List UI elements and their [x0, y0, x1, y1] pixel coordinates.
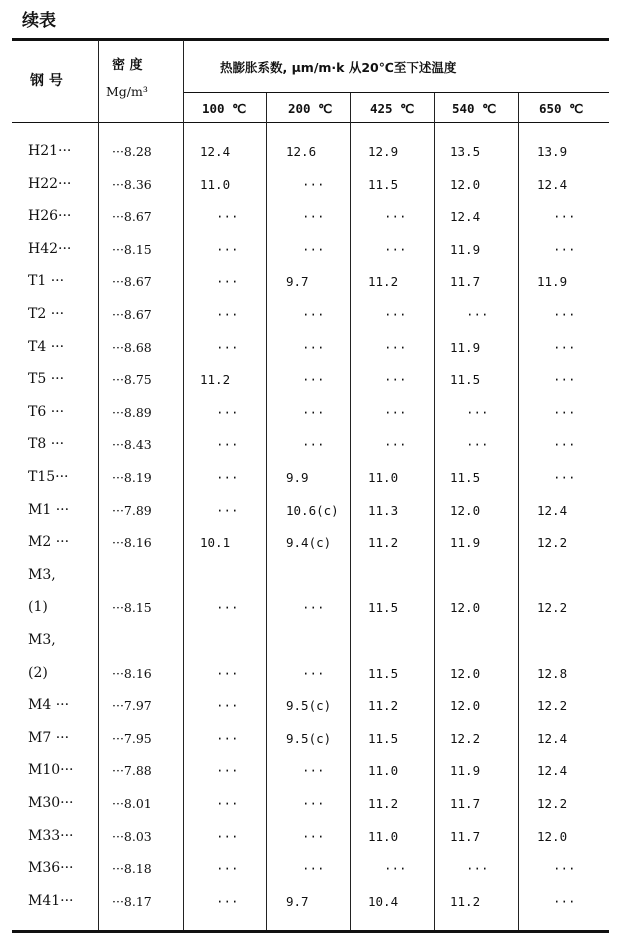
density-value: ···8.28 [112, 144, 152, 159]
temp-header: 100 ℃ [202, 101, 247, 116]
expansion-value: ··· [216, 665, 239, 681]
expansion-value: ··· [302, 307, 325, 322]
steel-grade: M4 ··· [28, 697, 70, 714]
grade-header: 钢 号 [30, 73, 63, 89]
expansion-value: 11.9 [450, 339, 481, 355]
expansion-value: 12.0 [450, 698, 481, 714]
density-value: ···7.97 [112, 698, 152, 714]
expansion-value: 12.8 [537, 665, 568, 681]
expansion-value: ··· [302, 763, 325, 779]
temp-header: 650 ℃ [539, 101, 584, 116]
expansion-value: 11.2 [200, 372, 231, 388]
expansion-value: ··· [216, 241, 239, 257]
density-unit: Mg/m³ [106, 84, 148, 99]
density-value: ···8.67 [112, 209, 152, 225]
expansion-value: 11.2 [368, 698, 399, 714]
expansion-value: ··· [384, 372, 407, 388]
expansion-value: ··· [302, 437, 325, 453]
steel-grade: M36··· [28, 860, 74, 877]
expansion-value: ··· [466, 404, 489, 420]
expansion-value: ··· [216, 796, 239, 811]
expansion-value: 12.4 [537, 502, 568, 518]
expansion-value: 12.4 [537, 763, 568, 779]
expansion-value: 12.0 [450, 665, 481, 681]
steel-grade: T2 ··· [28, 306, 65, 322]
page-title: 续表 [22, 11, 56, 31]
expansion-value: 12.9 [368, 144, 399, 159]
expansion-value: 11.2 [368, 535, 399, 551]
expansion-value: ··· [466, 437, 489, 453]
steel-grade: M33··· [28, 827, 74, 844]
steel-grade: H26··· [28, 208, 72, 225]
expansion-value: 9.4(c) [286, 535, 332, 551]
steel-grade: M7 ··· [28, 729, 70, 746]
expansion-value: 9.5(c) [286, 730, 332, 746]
expansion-value: 11.3 [368, 502, 399, 518]
density-value: ···7.88 [112, 763, 152, 779]
expansion-value: 13.9 [537, 144, 568, 159]
expansion-value: ··· [216, 502, 239, 518]
steel-grade: H22··· [28, 175, 72, 192]
expansion-value: ··· [302, 241, 325, 257]
density-value: ···8.67 [112, 307, 152, 322]
expansion-value: ··· [553, 470, 576, 485]
expansion-value: 11.5 [368, 730, 399, 746]
density-value: ···8.15 [112, 241, 152, 257]
expansion-value: ··· [384, 209, 407, 225]
expansion-value: 11.7 [450, 828, 481, 844]
bottom-rule [12, 930, 609, 933]
expansion-value: ··· [216, 828, 239, 844]
expansion-value: ··· [302, 404, 325, 420]
density-value: ···7.89 [112, 502, 152, 518]
expansion-value: 10.4 [368, 893, 399, 909]
column-divider [518, 93, 519, 930]
header-rule [12, 122, 609, 123]
expansion-value: 12.0 [537, 828, 568, 844]
expansion-value: ··· [384, 404, 407, 420]
expansion-value: 9.7 [286, 893, 309, 909]
expansion-value: 11.9 [450, 535, 481, 551]
expansion-value: 11.9 [537, 274, 568, 290]
density-value: ···8.15 [112, 600, 152, 616]
expansion-value: ··· [216, 404, 239, 420]
expansion-value: ··· [384, 437, 407, 453]
steel-grade: H42··· [28, 240, 72, 257]
expansion-value: 11.5 [368, 665, 399, 681]
expansion-value: ··· [216, 307, 239, 322]
expansion-value: 12.0 [450, 600, 481, 616]
expansion-value: 10.6(c) [286, 502, 339, 518]
density-value: ···8.68 [112, 339, 152, 355]
steel-grade: T4 ··· [28, 338, 65, 355]
thermal-expansion-header: 热膨胀系数, μm/m·k 从20℃至下述温度 [220, 60, 457, 75]
expansion-value: ··· [216, 437, 239, 453]
expansion-value: ··· [216, 470, 239, 485]
steel-grade: T6 ··· [28, 403, 65, 420]
expansion-value: ··· [553, 893, 576, 909]
expansion-value: ··· [384, 307, 407, 322]
density-value: ···7.95 [112, 730, 152, 746]
expansion-value: ··· [553, 241, 576, 257]
density-value: ···8.43 [112, 437, 152, 453]
density-value: ···8.01 [112, 796, 152, 811]
expansion-value: ··· [216, 861, 239, 877]
expansion-value: ··· [553, 307, 576, 322]
temp-header: 200 ℃ [288, 101, 333, 116]
temp-header: 540 ℃ [452, 101, 497, 116]
expansion-value: 12.4 [450, 209, 481, 225]
column-divider [266, 93, 267, 930]
expansion-value: ··· [553, 437, 576, 453]
expansion-value: 11.7 [450, 274, 481, 290]
expansion-value: ··· [466, 861, 489, 877]
expansion-value: ··· [302, 209, 325, 225]
expansion-value: 11.0 [368, 828, 399, 844]
expansion-value: 12.2 [537, 698, 568, 714]
expansion-value: 12.4 [537, 176, 568, 192]
subheader-rule [183, 92, 609, 93]
expansion-value: 9.9 [286, 470, 309, 485]
expansion-value: 12.4 [537, 730, 568, 746]
expansion-value: ··· [302, 796, 325, 811]
steel-grade: H21··· [28, 143, 72, 159]
expansion-value: ··· [302, 339, 325, 355]
expansion-value: 12.0 [450, 176, 481, 192]
expansion-value: 12.2 [537, 535, 568, 551]
expansion-value: ··· [216, 339, 239, 355]
density-value: ···8.19 [112, 470, 152, 485]
expansion-value: ··· [216, 893, 239, 909]
expansion-value: 11.5 [450, 470, 481, 485]
steel-grade: M10··· [28, 762, 74, 779]
expansion-value: 12.2 [537, 796, 568, 811]
expansion-value: ··· [216, 600, 239, 616]
expansion-value: ··· [216, 274, 239, 290]
expansion-value: 11.2 [368, 796, 399, 811]
expansion-value: 11.9 [450, 241, 481, 257]
expansion-value: 11.7 [450, 796, 481, 811]
steel-grade: M2 ··· [28, 534, 70, 551]
steel-grade: M1 ··· [28, 501, 70, 518]
expansion-value: 11.9 [450, 763, 481, 779]
steel-grade: M3, [28, 566, 56, 583]
top-rule [12, 38, 609, 41]
expansion-value: ··· [216, 698, 239, 714]
expansion-value: 11.2 [450, 893, 481, 909]
expansion-value: 12.0 [450, 502, 481, 518]
density-value: ···8.17 [112, 893, 152, 909]
column-divider [350, 93, 351, 930]
expansion-value: 11.0 [200, 176, 231, 192]
steel-grade: T1 ··· [28, 273, 65, 290]
expansion-value: 12.4 [200, 144, 231, 159]
expansion-value: 12.2 [450, 730, 481, 746]
expansion-value: ··· [302, 665, 325, 681]
steel-grade: M3, [28, 632, 56, 648]
density-value: ···8.16 [112, 535, 152, 551]
expansion-value: ··· [384, 339, 407, 355]
expansion-value: 9.7 [286, 274, 309, 290]
expansion-value: ··· [553, 861, 576, 877]
expansion-value: 12.2 [537, 600, 568, 616]
expansion-value: 11.5 [368, 176, 399, 192]
column-divider [434, 93, 435, 930]
steel-grade: T5 ··· [28, 371, 65, 388]
expansion-value: ··· [553, 339, 576, 355]
steel-grade: (2) [28, 664, 48, 681]
temp-header: 425 ℃ [370, 101, 415, 116]
expansion-value: ··· [302, 828, 325, 844]
density-value: ···8.89 [112, 404, 152, 420]
column-divider [183, 40, 184, 930]
expansion-value: 10.1 [200, 535, 231, 551]
expansion-value: 11.0 [368, 763, 399, 779]
expansion-value: ··· [302, 861, 325, 877]
expansion-value: 13.5 [450, 144, 481, 159]
expansion-value: 11.5 [450, 372, 481, 388]
density-value: ···8.03 [112, 828, 152, 844]
density-header: 密 度 [112, 58, 143, 73]
expansion-value: ··· [302, 372, 325, 388]
expansion-value: ··· [553, 209, 576, 225]
expansion-value: ··· [553, 404, 576, 420]
steel-grade: T8 ··· [28, 436, 65, 453]
expansion-value: 11.5 [368, 600, 399, 616]
expansion-value: ··· [384, 861, 407, 877]
steel-grade: M41··· [28, 892, 74, 909]
expansion-value: ··· [384, 241, 407, 257]
density-value: ···8.75 [112, 372, 152, 388]
expansion-value: ··· [466, 307, 489, 322]
column-divider [98, 40, 99, 930]
expansion-value: 12.6 [286, 144, 317, 159]
expansion-value: ··· [302, 176, 325, 192]
density-value: ···8.67 [112, 274, 152, 290]
expansion-value: ··· [553, 372, 576, 388]
expansion-value: 11.0 [368, 470, 399, 485]
steel-grade: M30··· [28, 795, 74, 811]
expansion-value: 9.5(c) [286, 698, 332, 714]
expansion-value: ··· [216, 209, 239, 225]
expansion-value: ··· [216, 730, 239, 746]
expansion-value: ··· [216, 763, 239, 779]
steel-grade: (1) [28, 599, 48, 616]
expansion-value: ··· [302, 600, 325, 616]
expansion-value: 11.2 [368, 274, 399, 290]
density-value: ···8.16 [112, 665, 152, 681]
density-value: ···8.36 [112, 176, 152, 192]
density-value: ···8.18 [112, 861, 152, 877]
steel-grade: T15··· [28, 469, 69, 485]
